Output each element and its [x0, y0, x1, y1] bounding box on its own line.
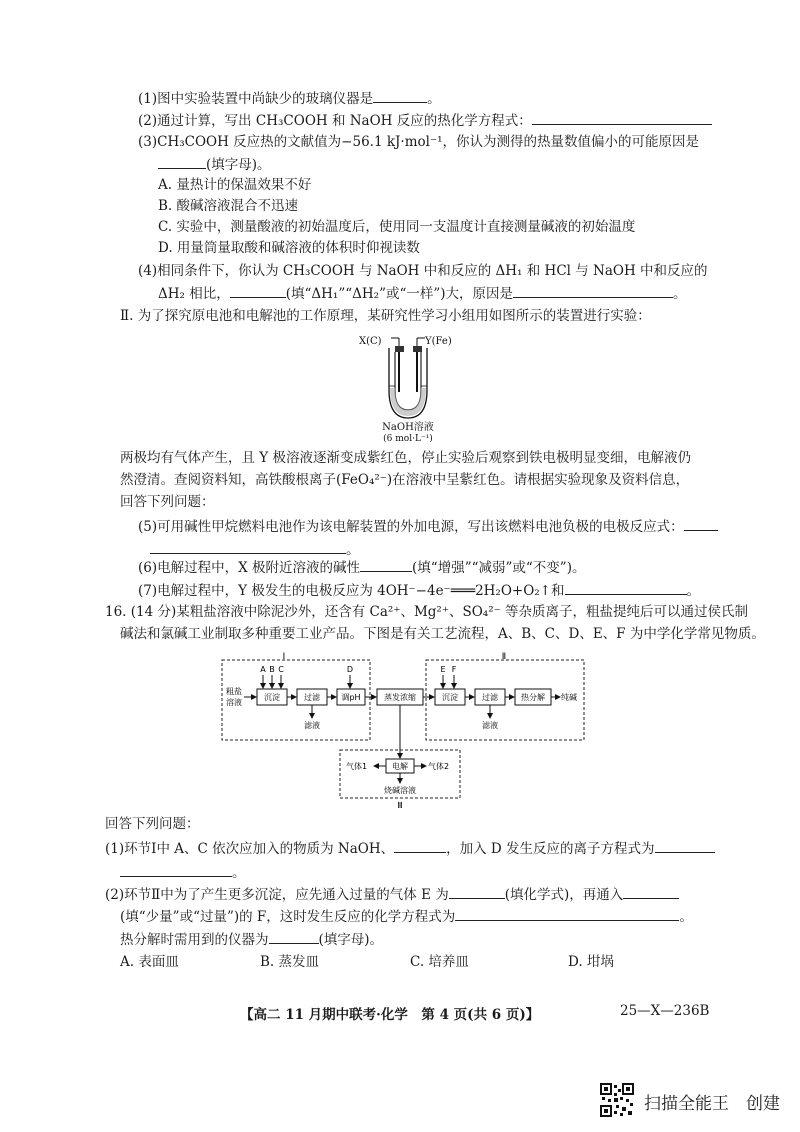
svg-text:调pH: 调pH	[341, 693, 361, 702]
option-c: C. 实验中，测量酸液的初始温度后，使用同一支温度计直接测量碱液的初始温度	[158, 219, 636, 235]
stopper-left	[395, 346, 404, 352]
question-16-1-line1: (1)环节Ⅰ中 A、C 依次应加入的物质为 NaOH、 ，加入 D 发生反应的离子方程式为	[105, 838, 715, 859]
option-d: D. 用量筒量取酸和碱溶液的体积时仰视读数	[158, 240, 420, 256]
svg-text:过滤: 过滤	[304, 693, 320, 702]
answer-blank[interactable]	[373, 88, 427, 103]
gas-1: 气体1	[346, 762, 368, 771]
question-16-2-line3: 热分解时需用到的仪器为 (填字母)。	[120, 929, 383, 950]
svg-text:过滤: 过滤	[482, 693, 498, 702]
section-2-label: Ⅱ	[501, 652, 507, 662]
svg-text:电解: 电解	[392, 762, 408, 771]
question-3-line2: (填字母)。	[158, 154, 271, 175]
answer-blank[interactable]	[684, 516, 718, 531]
section-3-label: Ⅲ	[397, 801, 403, 810]
question-6: (6)电解过程中，X 极附近溶液的碱性 (填“增强”“减弱”或“不变”)。	[138, 557, 585, 578]
qr-code-icon	[600, 1083, 634, 1117]
reagent-b: B	[269, 665, 275, 674]
answer-blank[interactable]	[360, 557, 412, 572]
option-a-watch-glass: A. 表面皿	[120, 954, 179, 970]
section-1-label: Ⅰ	[282, 652, 286, 662]
part-2-para-line1: 两极均有气体产生，且 Y 极溶液逐渐变成紫红色，停止实验后观察到铁电极明显变细，电解液仍	[120, 450, 691, 466]
option-a: A. 量热计的保温效果不好	[158, 177, 312, 193]
answer-blank[interactable]	[623, 884, 679, 899]
product-soda-ash: 纯碱	[561, 693, 577, 702]
input-label-2: 溶液	[226, 698, 242, 707]
reagent-f: F	[451, 665, 457, 674]
answer-blank[interactable]	[158, 154, 206, 169]
question-16-2-line1: (2)环节Ⅱ中为了产生更多沉淀，应先通入过量的气体 E 为 (填化学式)，再通入	[105, 884, 679, 905]
question-16-line2: 碱法和氯碱工业制取多种重要工业产品。下图是有关工艺流程，A、B、C、D、E、F 为中学化学常见物质。	[120, 626, 765, 642]
process-flowchart	[210, 650, 590, 810]
footer-code: 25—X—236B	[620, 1003, 710, 1019]
answer-blank[interactable]	[565, 580, 687, 595]
svg-text:沉淀: 沉淀	[442, 693, 458, 702]
answer-blank[interactable]	[394, 838, 446, 853]
scanner-watermark-label: 扫描全能王 创建	[644, 1094, 780, 1114]
question-4-line1: (4)相同条件下，你认为 CH₃COOH 与 NaOH 中和反应的 ΔH₁ 和 HCl 与 NaOH 中和反应的	[138, 263, 708, 279]
u-tube-apparatus	[355, 330, 465, 442]
stopper-right	[413, 346, 422, 352]
option-d-crucible: D. 坩埚	[568, 954, 614, 970]
svg-text:蒸发浓缩: 蒸发浓缩	[384, 693, 416, 702]
electrode-x-label: X(C)	[359, 336, 382, 347]
question-5-line2: 。	[150, 539, 360, 560]
part-2-para-line3: 回答下列问题：	[120, 494, 215, 510]
answer-blank[interactable]	[120, 862, 232, 877]
answer-blank[interactable]	[455, 906, 679, 921]
reagent-e: E	[440, 665, 446, 674]
question-1: (1)图中实验装置中尚缺少的玻璃仪器是 。	[138, 88, 441, 109]
answer-blank[interactable]	[449, 884, 505, 899]
option-c-petri-dish: C. 培养皿	[410, 954, 469, 970]
question-7: (7)电解过程中，Y 极发生的电极反应为 4OH⁻−4e⁻═══2H₂O+O₂↑和 。	[138, 580, 700, 601]
answer-blank[interactable]	[269, 929, 319, 944]
question-2: (2)通过计算，写出 CH₃COOH 和 NaOH 反应的热化学方程式：	[138, 110, 712, 131]
answer-blank[interactable]	[230, 283, 286, 298]
svg-text:沉淀: 沉淀	[264, 693, 280, 702]
answer-blank[interactable]	[532, 110, 712, 125]
input-label-1: 粗盐	[226, 687, 242, 696]
answer-blank[interactable]	[150, 539, 346, 554]
question-5-line1: (5)可用碱性甲烷燃料电池作为该电解装置的外加电源，写出该燃料电池负极的电极反应式：	[138, 516, 718, 537]
question-16-2-line2: (填“少量”或“过量”)的 F，这时发生反应的化学方程式为 。	[120, 906, 693, 927]
question-4-line2: ΔH₂ 相比， (填“ΔH₁”“ΔH₂”或“一样”)大，原因是 。	[158, 283, 687, 304]
electrode-y-label: Y(Fe)	[425, 336, 452, 347]
reagent-d: D	[346, 665, 354, 674]
question-3-line1: (3)CH₃COOH 反应热的文献值为−56.1 kJ·mol⁻¹，你认为测得的热量数值偏小的可能原因是	[138, 134, 699, 150]
answer-blank[interactable]	[513, 283, 673, 298]
filtrate-1: 滤液	[304, 721, 320, 730]
reagent-a: A	[260, 665, 266, 674]
filtrate-2: 滤液	[482, 721, 498, 730]
solution-label: NaOH溶液	[382, 422, 434, 433]
reagent-c: C	[278, 665, 284, 674]
part-2-intro: Ⅱ. 为了探究原电池和电解池的工作原理，某研究性学习小组用如图所示的装置进行实验：	[120, 308, 651, 324]
concentration-label: (6 mol·L⁻¹)	[383, 434, 433, 442]
option-b-evaporating-dish: B. 蒸发皿	[260, 954, 320, 970]
gas-2: 气体2	[428, 762, 450, 771]
part-2-para-line2: 然澄清。查阅资料知，高铁酸根离子(FeO₄²⁻)在溶液中呈紫红色。请根据实验现象及资料信息，	[120, 472, 690, 488]
answer-blank[interactable]	[655, 838, 715, 853]
question-16-line1: 16. (14 分)某粗盐溶液中除泥沙外，还含有 Ca²⁺、Mg²⁺、SO₄²⁻ 等杂质离子，粗盐提纯后可以通过侯氏制	[105, 604, 749, 620]
answer-intro: 回答下列问题：	[105, 816, 200, 832]
footer-title: 【高二 11 月期中联考·化学 第 4 页(共 6 页)】	[240, 1007, 540, 1023]
svg-text:热分解: 热分解	[521, 693, 545, 702]
option-b: B. 酸碱溶液混合不迅速	[158, 198, 299, 214]
caustic-soda-solution: 烧碱溶液	[384, 786, 416, 795]
question-16-1-line2: 。	[120, 862, 246, 883]
